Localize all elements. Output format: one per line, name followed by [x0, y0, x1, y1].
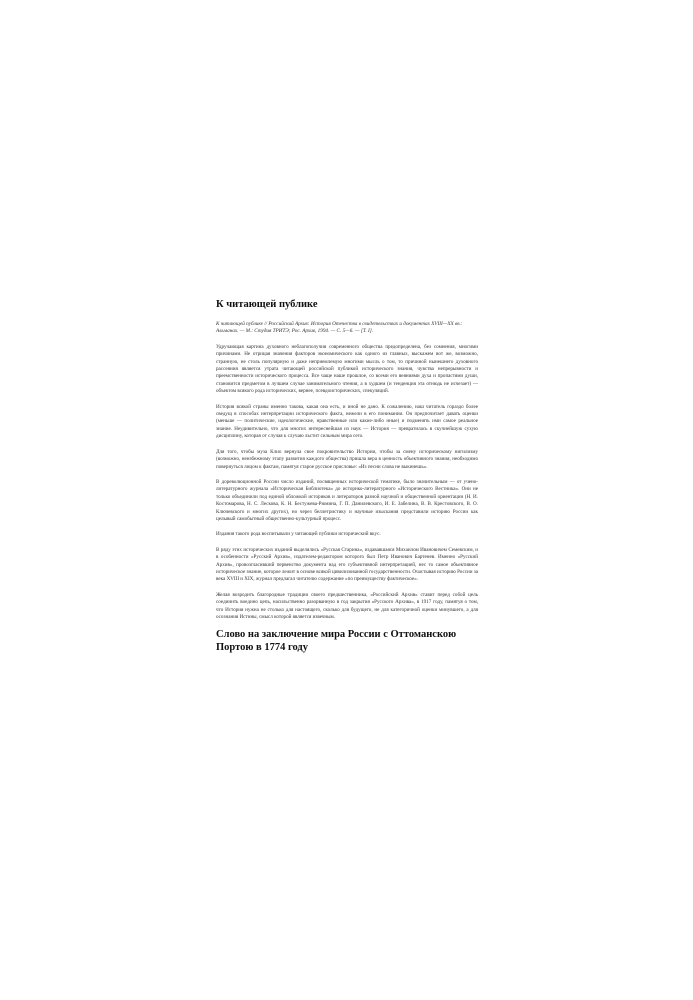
body-paragraph: Желая возродить благородные традиции своего предшественника, «Российский Архив» ставит перед собой цель соединить воедино цепь, насильственно разорванную в год закрытия «Русского Архива», в 1917 году, памятуя о том, что История нужна не столько для настоящего, сколько для будущего, не для категоричной оценки минувшего, а для осознания Истины, смысл которой является извечным.	[216, 591, 478, 620]
body-paragraph: История всякой страны именно такова, какая она есть, и иной не дано. К сожалению, наш читатель гораздо более сведущ в способах интерпретации исторического факта, нежели в его понимании. Он предпочитает давать оценки (меньше — политические, идеологические, нравственные или какие-либо иные) и подменять ими самое реальное знание. Неудивительно, что для многих интереснейшая из наук — История — превратилась в скучнейшую сухую дисциплину, которая от случая к случаю льстит сильным мира сего.	[216, 403, 478, 440]
body-paragraph: Для того, чтобы муза Клио вернула свое покровительство Истории, чтобы за смену историческому нигилизму (возможно, неизбежному этапу развития каждого общества) пришла вера в ценность объективного знания, необходимо повернуться лицом к фактам, памятуя старое русское присловье: «Из песни слова не выкинешь».	[216, 448, 478, 470]
next-section-title: Слово на заключение мира России с Оттоманскою Портою в 1774 году	[216, 629, 457, 653]
body-paragraph: Издания такого рода воспитывали у читающей публики исторический вкус.	[216, 531, 381, 538]
article	[216, 299, 478, 654]
body-paragraph: Удручающая картина духовного неблагополучия современного общества предопределена, без сомнения, многими причинами. Не отрицая значения факторов экономического как одного из главных, выскажем вот же, возможно, странную, не столь популярную и даже неприемлемую многими мысль о том, то причиной нынешнего духовного рассеяния является утрата читающей российской публикой исторического знания, чувства непрерывности и преемственности исторического процесса. Все чаще наше прошлое, со всеми его веяниями духа и пропастями души, становится предметом в лучшем случае занимательного чтения, а в худшем (и тенденция эта отнюдь не исчезает) — объектом всякого рода исторических, вернее, псевдоисторических, спекуляций.	[216, 343, 478, 395]
body-paragraph: В ряду этих исторических изданий выделялись «Русская Старина», издававшаяся Михаилом Ивановичем Семевским, и в особенности «Русский Архив», издателем-редактором которого был Петр Иванович Бартенев. Именно «Русский Архив», провозгласивший первенство документа над его субъективной интерпретацией, нес то самое объективное историческое знание, которое лежит в основе всякой цивилизованной государственности. Очастывая историю России за века XVIII и XIX, журнал предлагал читателю содержание «по преимуществу фактическое».	[216, 546, 478, 583]
bibliographic-citation: К читающей публике // Российский Архив: История Отечества в свидетельствах и документах XVIII—XX вв.: Альманах. — М.: Студия ТРИТЭ; Рос. Архив, 1994. — С. 5—6. — [Т. I].	[216, 321, 463, 335]
body-paragraph: В дореволюционной России число изданий, посвященных исторической тематике, было значительным — от учено-литературного журнала «Историческая Библиотека» до историко-литературного «Исторического Вестника». Они не только объединили под единой обложкой историков и литераторов разной научной и общественной ориентации (Н. И. Костомарова, Н. С. Лескова, К. Н. Бестужева-Рюмина, Г. П. Данилевского, И. Е. Забелина, В. В. Крестовского, В. О. Ключевского и многих других), но через беллетристику и научные изыскания представили историю России как целывый самобытный общественно-культурный процесс.	[216, 478, 478, 522]
article-title: К читающей публике	[216, 299, 318, 310]
